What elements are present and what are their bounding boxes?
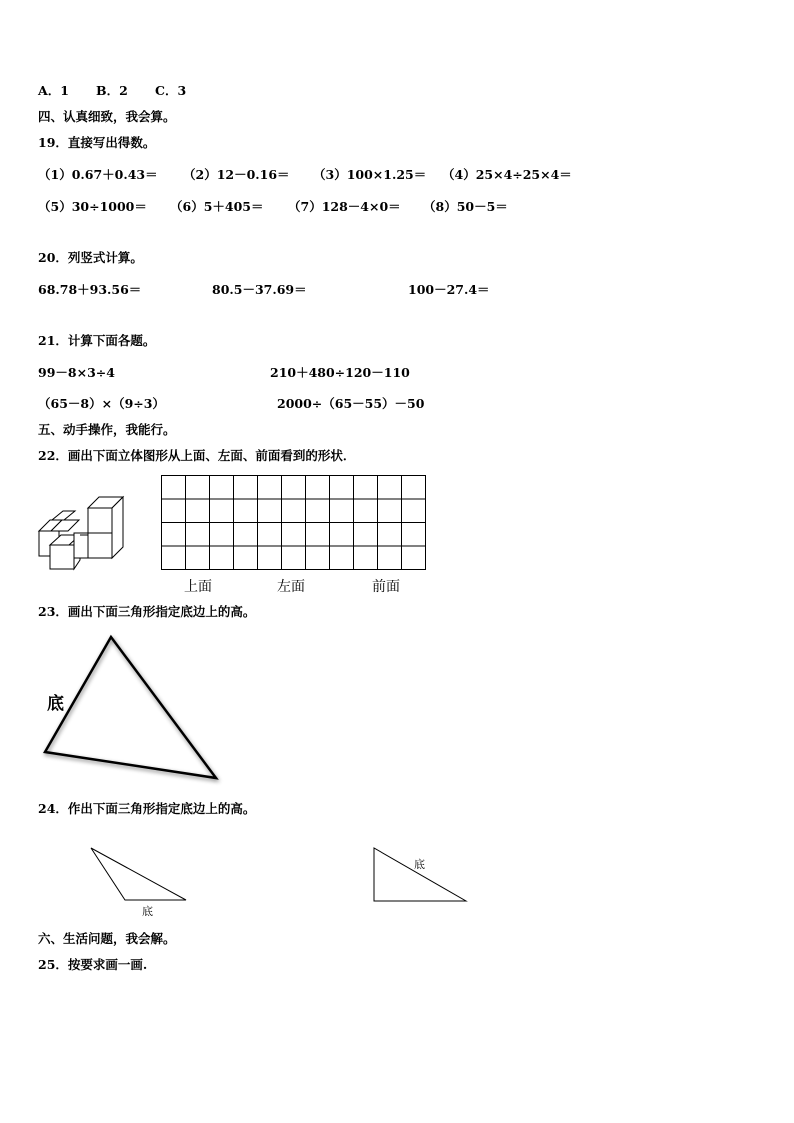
q22-title: 22．画出下面立体图形从上面、左面、前面看到的形状．	[38, 448, 356, 463]
section4-title: 四、认真细致，我会算。	[38, 109, 176, 124]
q19-item-2: （2）12－0.16＝	[183, 167, 290, 182]
q19-item-3: （3）100×1.25＝	[313, 167, 427, 182]
q19-item-7: （7）128－4×0＝	[288, 199, 401, 214]
q20-item-3: 100－27.4＝	[408, 282, 490, 297]
section5-title: 五、动手操作，我能行。	[38, 422, 176, 437]
q23-title: 23．画出下面三角形指定底边上的高。	[38, 604, 256, 619]
section6-title: 六、生活问题，我会解。	[38, 931, 176, 946]
q20-item-2: 80.5－37.69＝	[212, 282, 307, 297]
grid-label-left: 左面	[277, 579, 305, 595]
q19-item-6: （6）5＋405＝	[170, 199, 264, 214]
q24-base-label-1: 底	[142, 905, 153, 918]
q21-item-1: 99－8×3÷4	[38, 365, 115, 380]
q21-item-4: 2000÷（65－55）－50	[277, 396, 425, 411]
q20-item-1: 68.78＋93.56＝	[38, 282, 142, 297]
q19-item-4: （4）25×4÷25×4＝	[442, 167, 572, 182]
option-c: C．3	[155, 83, 187, 98]
option-b: B．2	[96, 83, 128, 98]
q21-title: 21．计算下面各题。	[38, 333, 156, 348]
option-a: A．1	[38, 83, 69, 98]
q20-title: 20．列竖式计算。	[38, 250, 143, 265]
q23-base-label: 底	[47, 694, 64, 714]
q24-title: 24．作出下面三角形指定底边上的高。	[38, 801, 256, 816]
q21-item-3: （65－8）×（9÷3）	[38, 396, 165, 411]
q25-title: 25．按要求画一画.	[38, 957, 148, 972]
q19-title: 19．直接写出得数。	[38, 135, 156, 150]
grid-label-front: 前面	[372, 579, 400, 595]
q24-base-label-2: 底	[414, 858, 425, 871]
q21-item-2: 210＋480÷120－110	[270, 365, 410, 380]
grid-label-top: 上面	[184, 579, 212, 595]
q19-item-1: （1）0.67＋0.43＝	[38, 167, 158, 182]
q19-item-8: （8）50－5＝	[423, 199, 508, 214]
q19-item-5: （5）30÷1000＝	[38, 199, 147, 214]
